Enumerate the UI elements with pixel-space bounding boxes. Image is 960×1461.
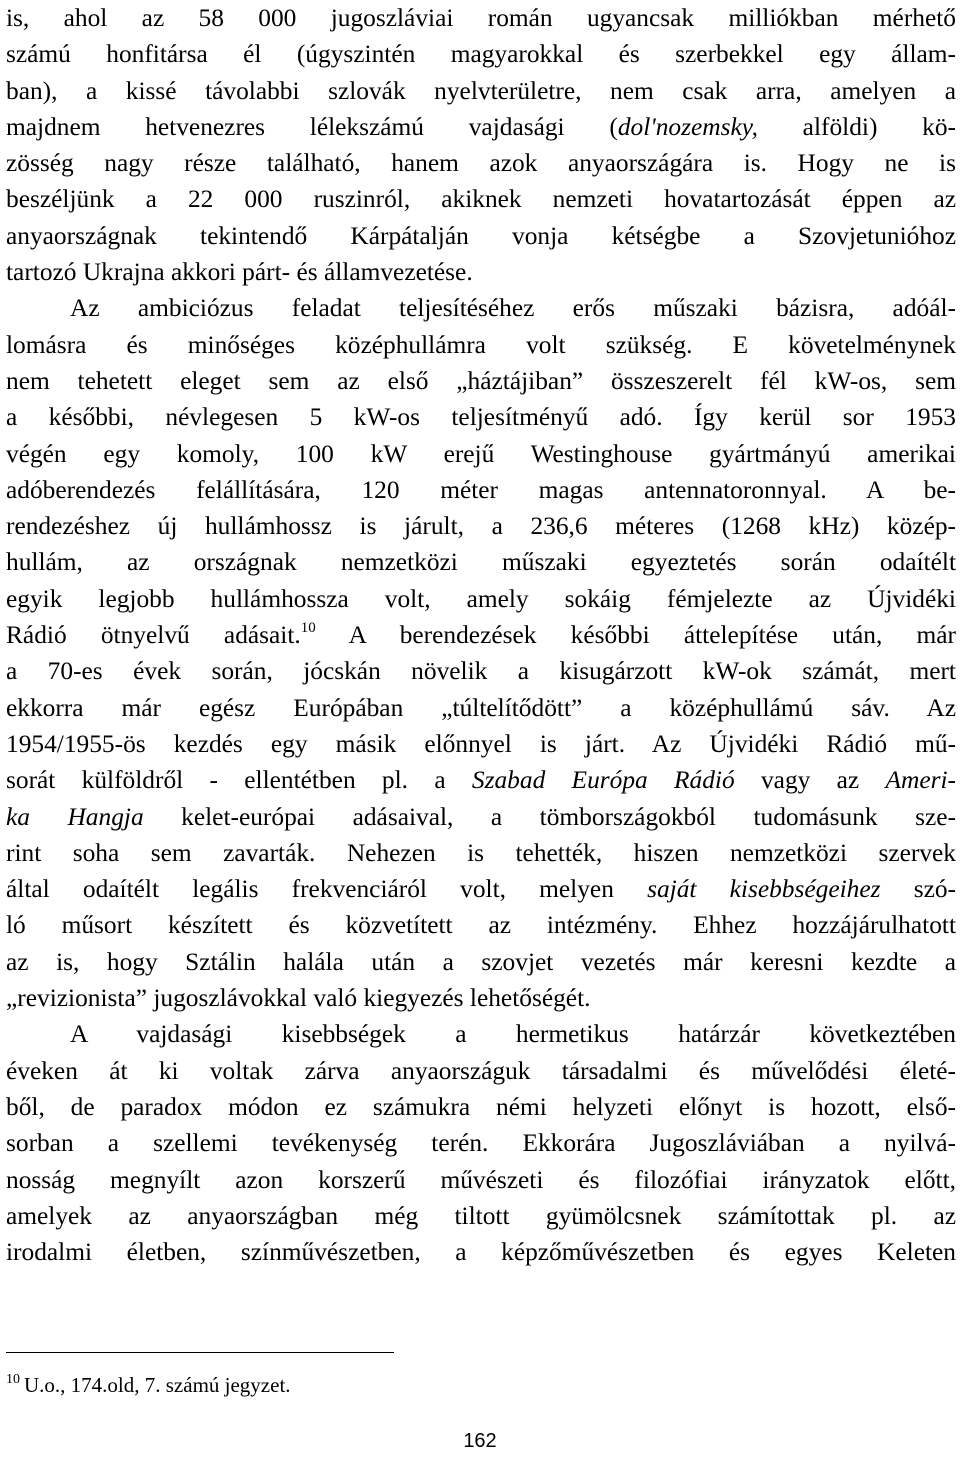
- footnote-reference: 10: [300, 620, 316, 637]
- text-line: egyik legjobb hullámhossza volt, amely sokáig fémjelezte az Újvidéki: [6, 584, 956, 613]
- text-line: ban), a kissé távolabbi szlovák nyelvterületre, nem csak arra, amelyen a: [6, 76, 956, 105]
- text-line: [6, 871, 956, 907]
- text-line: tartozó Ukrajna akkori párt- és államvezetése.: [6, 258, 473, 287]
- text-line: sorban a szellemi tevékenység terén. Ekkorára Jugoszláviában a nyilvá-: [6, 1129, 956, 1158]
- text-line: számú honfitársa él (úgyszintén magyarokkal és szerbekkel egy állam-: [6, 40, 956, 69]
- text-run: kelet-európai adásaival, a tömbországokból tudomásunk sze-: [143, 802, 956, 831]
- body-text: [6, 0, 956, 1270]
- text-run: alföldi) kö-: [757, 112, 956, 141]
- text-line: adóberendezés felállítására, 120 méter magas antennatoronnyal. A be-: [6, 475, 956, 504]
- text-line: az is, hogy Sztálin halála után a szovjet vezetés már keresni kezdte a: [6, 947, 956, 976]
- footnote-mark: 10: [6, 1372, 20, 1387]
- text-run: sorát külföldről - ellentétben pl. a: [6, 766, 472, 795]
- italic-term: Ameri-: [885, 766, 956, 795]
- text-line: is, ahol az 58 000 jugoszláviai román ugyancsak milliókban mérhető: [6, 4, 956, 32]
- text-run: szó-: [880, 875, 956, 904]
- text-line: [6, 799, 956, 835]
- text-run: A berendezések későbbi áttelepítése után, már: [315, 621, 956, 650]
- text-line: amelyek az anyaországban még tiltott gyümölcsnek számítottak pl. az: [6, 1201, 956, 1230]
- footnote-text: U.o., 174.old, 7. számú jegyzet.: [24, 1373, 291, 1397]
- footnote-separator: [6, 1352, 394, 1353]
- text-line: nosság megnyílt azon korszerű művészeti és filozófiai irányzatok előtt,: [6, 1165, 956, 1194]
- text-line: éveken át ki voltak zárva anyaországuk társadalmi és művelődési életé-: [6, 1056, 956, 1085]
- paragraph-start-line: Az ambiciózus feladat teljesítéséhez erős műszaki bázisra, adóál-: [70, 294, 956, 323]
- text-line: végén egy komoly, 100 kW erejű Westinghouse gyártmányú amerikai: [6, 439, 956, 468]
- text-line: a 70-es évek során, jócskán növelik a kisugárzott kW-ok számát, mert: [6, 657, 956, 686]
- italic-term: saját kisebbségeihez: [647, 875, 881, 904]
- text-line: a későbbi, névlegesen 5 kW-os teljesítményű adó. Így kerül sor 1953: [6, 403, 956, 432]
- text-line: rendezéshez új hullámhossz is járult, a 236,6 méteres (1268 kHz) közép-: [6, 512, 956, 541]
- paragraph-start-line: A vajdasági kisebbségek a hermetikus határzár következtében: [70, 1020, 956, 1049]
- text-line: irodalmi életben, színművészetben, a képzőművészetben és egyes Keleten: [6, 1238, 956, 1267]
- text-line: ló műsort készített és közvetített az intézmény. Ehhez hozzájárulhatott: [6, 911, 956, 940]
- text-line: [6, 109, 956, 145]
- text-line: hullám, az országnak nemzetközi műszaki egyeztetés során odaítélt: [6, 548, 956, 577]
- text-line: [6, 762, 956, 798]
- text-line: zösség nagy része található, hanem azok anyaországára is. Hogy ne is: [6, 149, 956, 178]
- text-run: által odaítélt legális frekvenciáról volt, melyen: [6, 875, 648, 904]
- italic-term: ka Hangja: [6, 802, 144, 831]
- page-number: 162: [463, 1430, 497, 1452]
- text-run: Rádió ötnyelvű adásait.: [6, 621, 301, 650]
- text-line: anyaországnak tekintendő Kárpátalján vonja kétségbe a Szovjetunióhoz: [6, 221, 956, 250]
- text-line: lomásra és minőséges középhullámra volt szükség. E követelménynek: [6, 330, 956, 359]
- text-line: rint soha sem zavarták. Nehezen is tehették, hiszen nemzetközi szervek: [6, 838, 956, 867]
- footnote: [6, 1371, 291, 1403]
- text-run: vagy az: [734, 766, 886, 795]
- text-line: [6, 617, 956, 653]
- text-line: „revizionista” jugoszlávokkal való kiegyezés lehetőségét.: [6, 984, 591, 1013]
- text-run: majdnem hetvenezres lélekszámú vajdasági (: [6, 112, 618, 141]
- text-line: ből, de paradox módon ez számukra némi helyzeti előnyt is hozott, első-: [6, 1092, 956, 1121]
- text-line: beszéljünk a 22 000 ruszinról, akiknek nemzeti hovatartozását éppen az: [6, 185, 956, 214]
- text-line: ekkorra már egész Európában „túltelítődött” a középhullámú sáv. Az: [6, 693, 956, 722]
- italic-term: dol'nozemsky,: [617, 112, 758, 141]
- text-line: 1954/1955-ös kezdés egy másik előnnyel is járt. Az Újvidéki Rádió mű-: [6, 729, 956, 758]
- italic-term: Szabad Európa Rádió: [471, 766, 735, 795]
- text-line: nem tehetett eleget sem az első „háztájiban” összeszerelt fél kW-os, sem: [6, 366, 956, 395]
